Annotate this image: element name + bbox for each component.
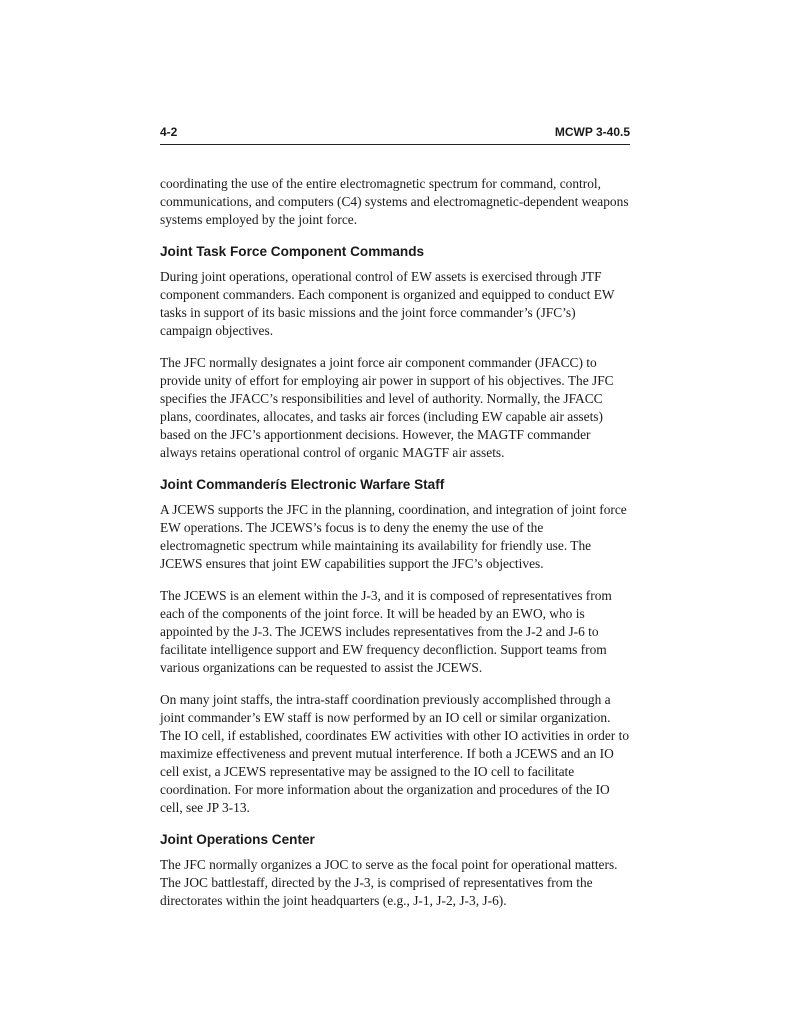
paragraph: The JFC normally designates a joint force air component commander (JFACC) to provide unity of effort for employing air power in support of his objectives. The JFC specifies the JFACC’s responsibilities and level of authority. Normally, the JFACC plans, coordinates, allocates, and tasks air forces (including EW capable air assets) based on the JFC’s apportionment decisions. However, the MAGTF commander always retains operational control of organic MAGTF air assets. [160,355,614,460]
body-text [160,175,630,910]
paragraph: During joint operations, operational control of EW assets is exercised through JTF component commanders. Each component is organized and equipped to conduct EW tasks in support of its basic missions and the joint force commander’s (JFC’s) campaign objectives. [160,269,615,338]
running-header [160,122,630,145]
paragraph: The JCEWS is an element within the J-3, and it is composed of representatives from each of the components of the joint force. It will be headed by an EWO, who is appointed by the J-3. The JCEWS includes representatives from the J-2 and J-6 to facilitate intelligence support and EW frequency deconfliction. Support teams from various organizations can be requested to assist the JCEWS. [160,588,612,675]
section-heading: Joint Commanderís Electronic Warfare Staff [160,477,445,492]
paragraph: On many joint staffs, the intra-staff coordination previously accomplished through a joint commander’s EW staff is now performed by an IO cell or similar organization. The IO cell, if established, coordinates EW activities with other IO activities in order to maximize effectiveness and prevent mutual interference. If both a JCEWS and an IO cell exist, a JCEWS representative may be assigned to the IO cell to facilitate coordination. For more information about the organization and procedures of the IO cell, see JP 3-13. [160,692,630,815]
paragraph: A JCEWS supports the JFC in the planning, coordination, and integration of joint force EW operations. The JCEWS’s focus is to deny the enemy the use of the electromagnetic spectrum while maintaining its availability for friendly use. The JCEWS ensures that joint EW capabilities support the JFC’s objectives. [160,502,627,571]
document-page [160,122,630,924]
page-number: 4-2 [160,125,178,139]
section-heading: Joint Task Force Component Commands [160,244,425,259]
paragraph: The JFC normally organizes a JOC to serve as the focal point for operational matters. The JOC battlestaff, directed by the J-3, is comprised of representatives from the directorates within the joint headquarters (e.g., J-1, J-2, J-3, J-6). [160,857,618,908]
section-heading: Joint Operations Center [160,832,315,847]
publication-id: MCWP 3-40.5 [554,125,630,139]
paragraph: coordinating the use of the entire electromagnetic spectrum for command, control, communications, and computers (C4) systems and electromagnetic-dependent weapons systems employed by the joint force. [160,176,629,227]
